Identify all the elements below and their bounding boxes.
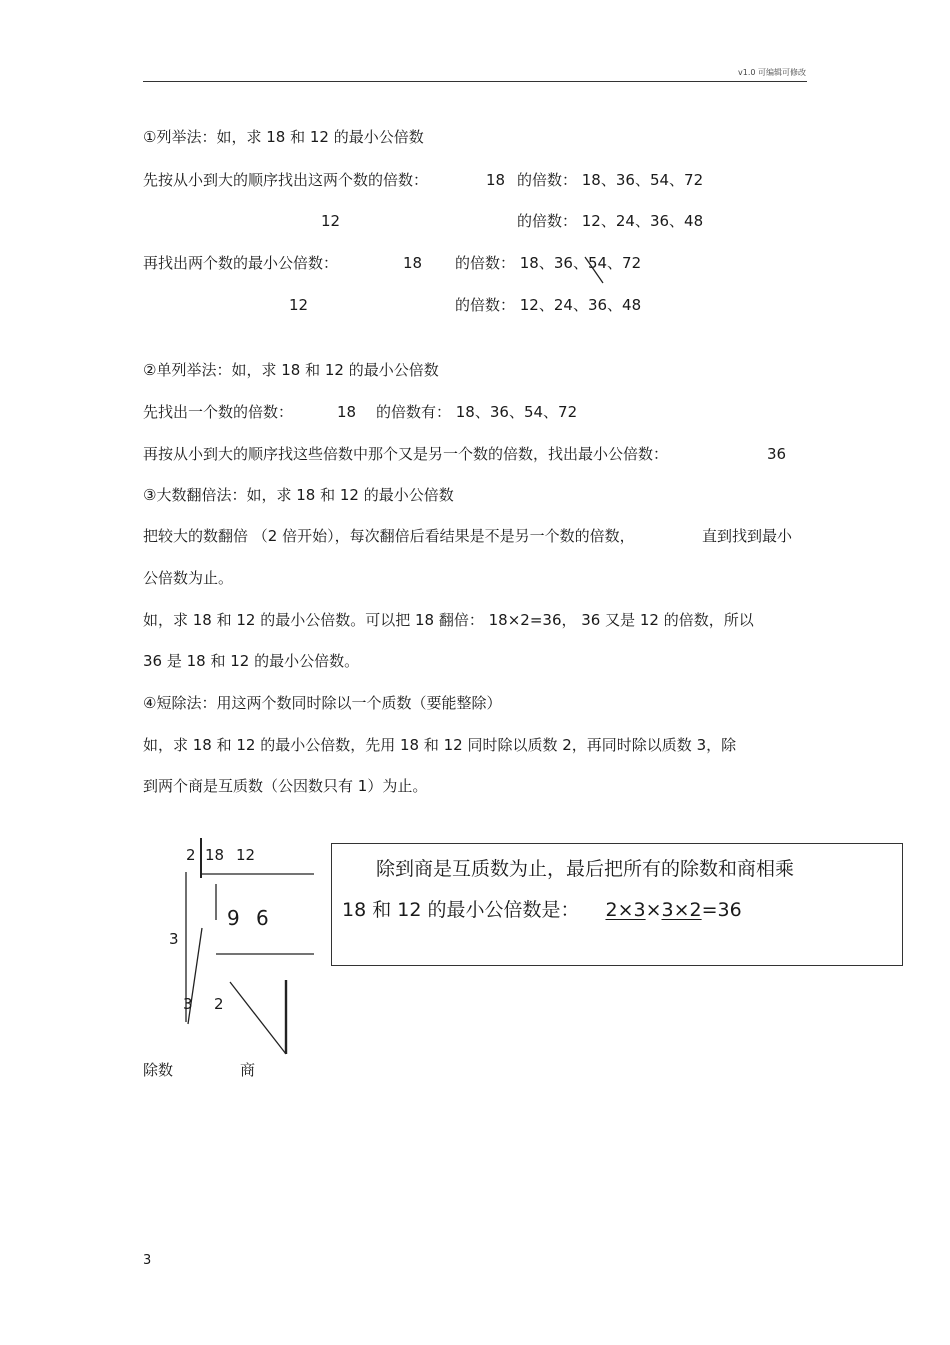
method4-line2: 到两个商是互质数（公因数只有 1）为止。 <box>143 777 428 795</box>
method1-step1: 先按从小到大的顺序找出这两个数的倍数： <box>143 171 429 189</box>
result-line1: 除到商是互质数为止，最后把所有的除数和商相乘 <box>376 858 795 880</box>
division-quotient-2: 6 <box>256 906 269 930</box>
header-version: v1.0 可编辑可修改 <box>738 68 806 77</box>
result-part2: 3×2 <box>661 899 702 921</box>
method3-title: ③大数翻倍法：如，求 18 和 12 的最小公倍数 <box>143 486 454 504</box>
division-final-b: 2 <box>214 995 224 1013</box>
method1-row4-label: 的倍数： 12、24、36、48 <box>455 296 642 314</box>
division-final-a: 3 <box>183 995 193 1013</box>
method2-step1-label: 的倍数有： 18、36、54、72 <box>376 403 578 421</box>
method1-row2-number: 12 <box>321 212 341 230</box>
result-prefix: 18 和 12 的最小公倍数是： <box>342 899 580 921</box>
method1-step2: 再找出两个数的最小公倍数： <box>143 254 339 272</box>
division-divisor-1: 2 <box>186 846 196 864</box>
method2-answer: 36 <box>767 445 787 463</box>
method1-row3-number: 18 <box>403 254 423 272</box>
page-number: 3 <box>143 1253 152 1268</box>
method3-line1b: 直到找到最小 <box>702 527 793 545</box>
result-line2 <box>342 898 742 922</box>
result-part1: 2×3 <box>605 899 646 921</box>
method3-line4: 36 是 18 和 12 的最小公倍数。 <box>143 652 360 670</box>
division-dividend-a: 18 <box>205 846 225 864</box>
method4-line1: 如，求 18 和 12 的最小公倍数，先用 18 和 12 同时除以质数 2，再同时除以质数 3，除 <box>143 736 737 754</box>
division-label-divisor: 除数 <box>143 1061 174 1079</box>
method1-row1-number: 18 <box>486 171 506 189</box>
method3-line3: 如，求 18 和 12 的最小公倍数。可以把 18 翻倍： 18×2=36， 36 又是 12 的倍数，所以 <box>143 611 754 629</box>
method2-title: ②单列举法：如，求 18 和 12 的最小公倍数 <box>143 361 439 379</box>
result-value: =36 <box>701 899 742 921</box>
division-label-quotient: 商 <box>240 1061 256 1079</box>
method2-step2: 再按从小到大的顺序找这些倍数中那个又是另一个数的倍数，找出最小公倍数： <box>143 445 669 463</box>
division-divisor-2: 3 <box>169 930 179 948</box>
result-times: × <box>645 899 662 921</box>
division-dividend-b: 12 <box>236 846 256 864</box>
method1-title: ①列举法：如，求 18 和 12 的最小公倍数 <box>143 128 424 146</box>
method1-row1-label: 的倍数： 18、36、54、72 <box>517 171 704 189</box>
method3-line2: 公倍数为止。 <box>143 569 234 587</box>
method3-line1a: 把较大的数翻倍 （2 倍开始），每次翻倍后看结果是不是另一个数的倍数， <box>143 527 635 545</box>
method4-title: ④短除法：用这两个数同时除以一个质数（要能整除） <box>143 694 502 712</box>
method2-step1-number: 18 <box>337 403 357 421</box>
method1-row2-label: 的倍数： 12、24、36、48 <box>517 212 704 230</box>
method2-step1: 先找出一个数的倍数： <box>143 403 294 421</box>
method1-row3-label: 的倍数： 18、36、54、72 <box>455 254 642 272</box>
method1-row4-number: 12 <box>289 296 309 314</box>
division-quotient-1: 9 <box>227 906 240 930</box>
